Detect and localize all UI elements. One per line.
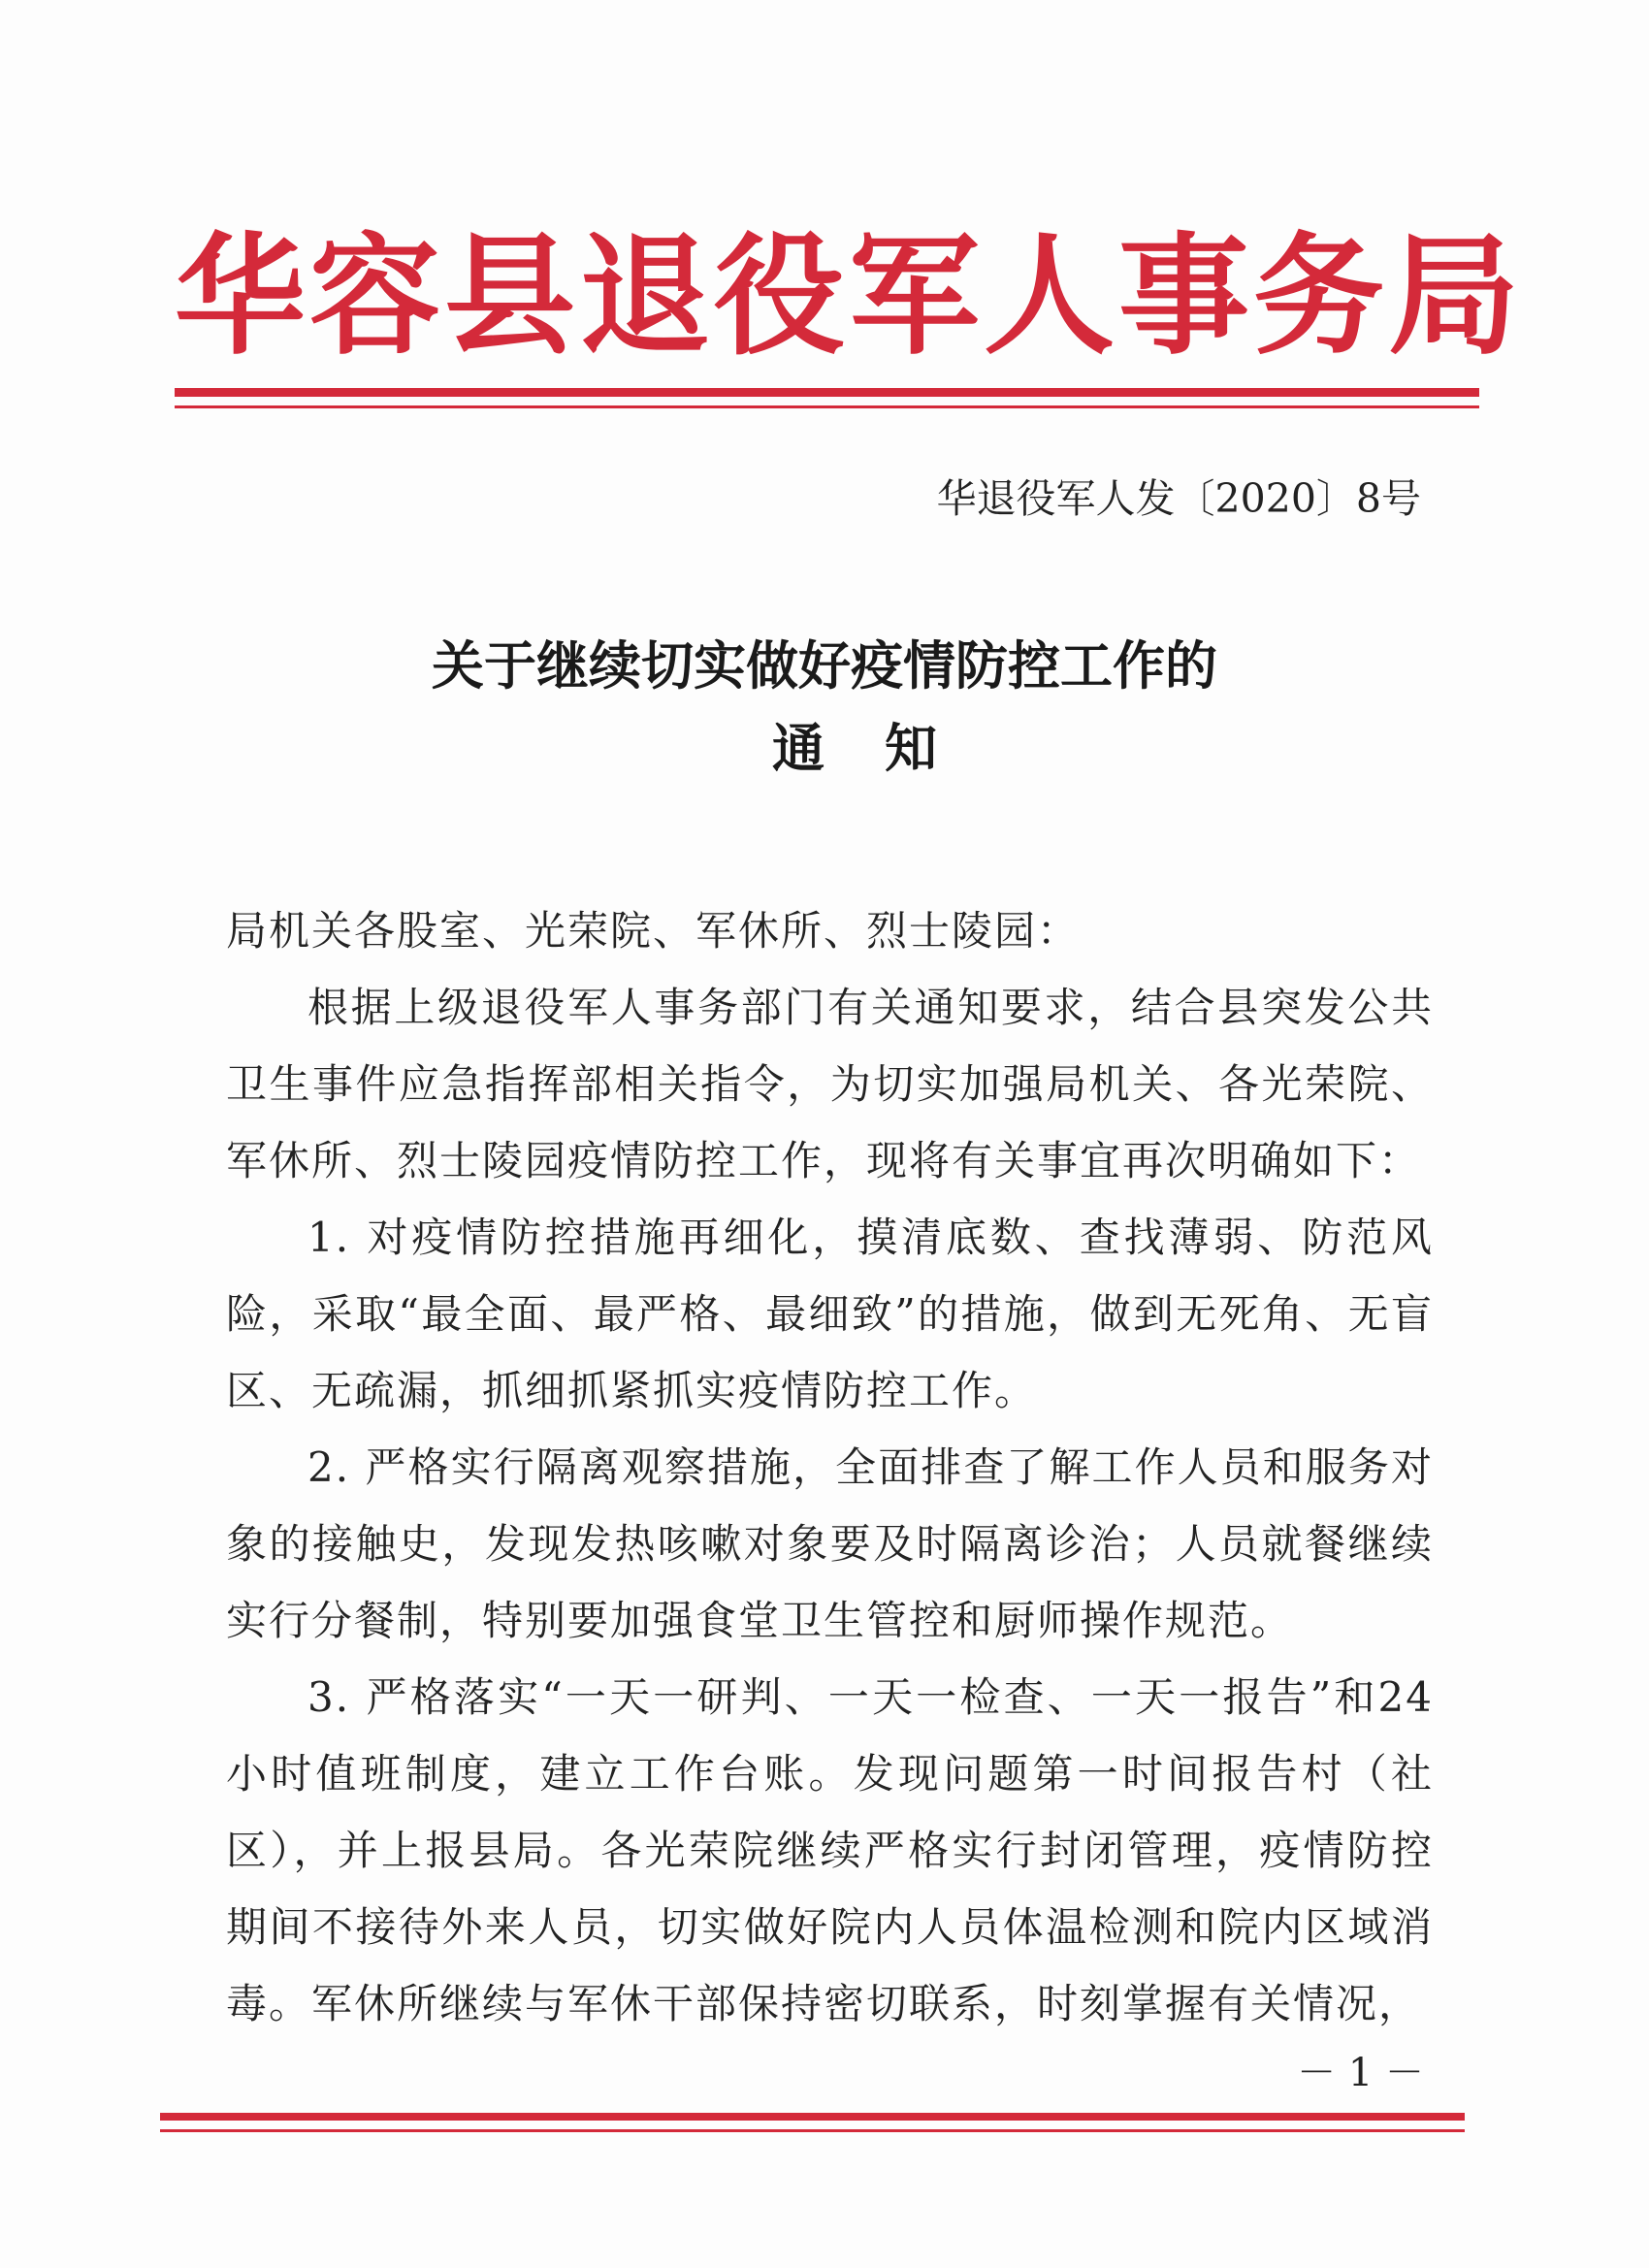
body-paragraph-item-2: 2. 严格实行隔离观察措施，全面排查了解工作人员和服务对象的接触史，发现发热咳嗽对象要及时隔离诊治；人员就餐继续实行分餐制，特别要加强食堂卫生管控和厨师操作规范。 [226,1443,1434,1644]
masthead-divider-thin [175,405,1479,408]
masthead-divider-thick [175,388,1479,397]
body-paragraph-item-1: 1. 对疫情防控措施再细化，摸清底数、查找薄弱、防范风险，采取“最全面、最严格、最细致”的措施，做到无死角、无盲区、无疏漏，抓细抓紧抓实疫情防控工作。 [226,1214,1434,1414]
document-number: 华退役军人发〔2020〕8号 [936,475,1421,522]
body-paragraph-item-3: 3. 严格落实“一天一研判、一天一检查、一天一报告”和24小时值班制度，建立工作台账。发现问题第一时间报告村（社区），并上报县局。各光荣院继续严格实行封闭管理，疫情防控期间不接待外来人员，切实做好院内人员体温检测和院内区域消毒。军休所继续与军休干部保持密切联系，时刻掌握有关情况， [226,1673,1434,2027]
body-paragraph-intro: 根据上级退役军人事务部门有关通知要求，结合县突发公共卫生事件应急指挥部相关指令，为切实加强局机关、各光荣院、军休所、烈士陵园疫情防控工作，现将有关事宜再次明确如下： [226,984,1434,1184]
document-title-line-2: 通知 [772,718,997,779]
salutation: 局机关各股室、光荣院、军休所、烈士陵园： [226,907,1081,955]
document-body [226,892,1434,2042]
footer-divider-thick [160,2113,1465,2121]
document-title-line-1: 关于继续切实做好疫情防控工作的 [432,635,1217,697]
page-number: － 1 － [1297,2051,1424,2095]
agency-masthead: 华容县退役军人事务局 [175,218,1523,373]
footer-divider-thin [160,2129,1465,2132]
